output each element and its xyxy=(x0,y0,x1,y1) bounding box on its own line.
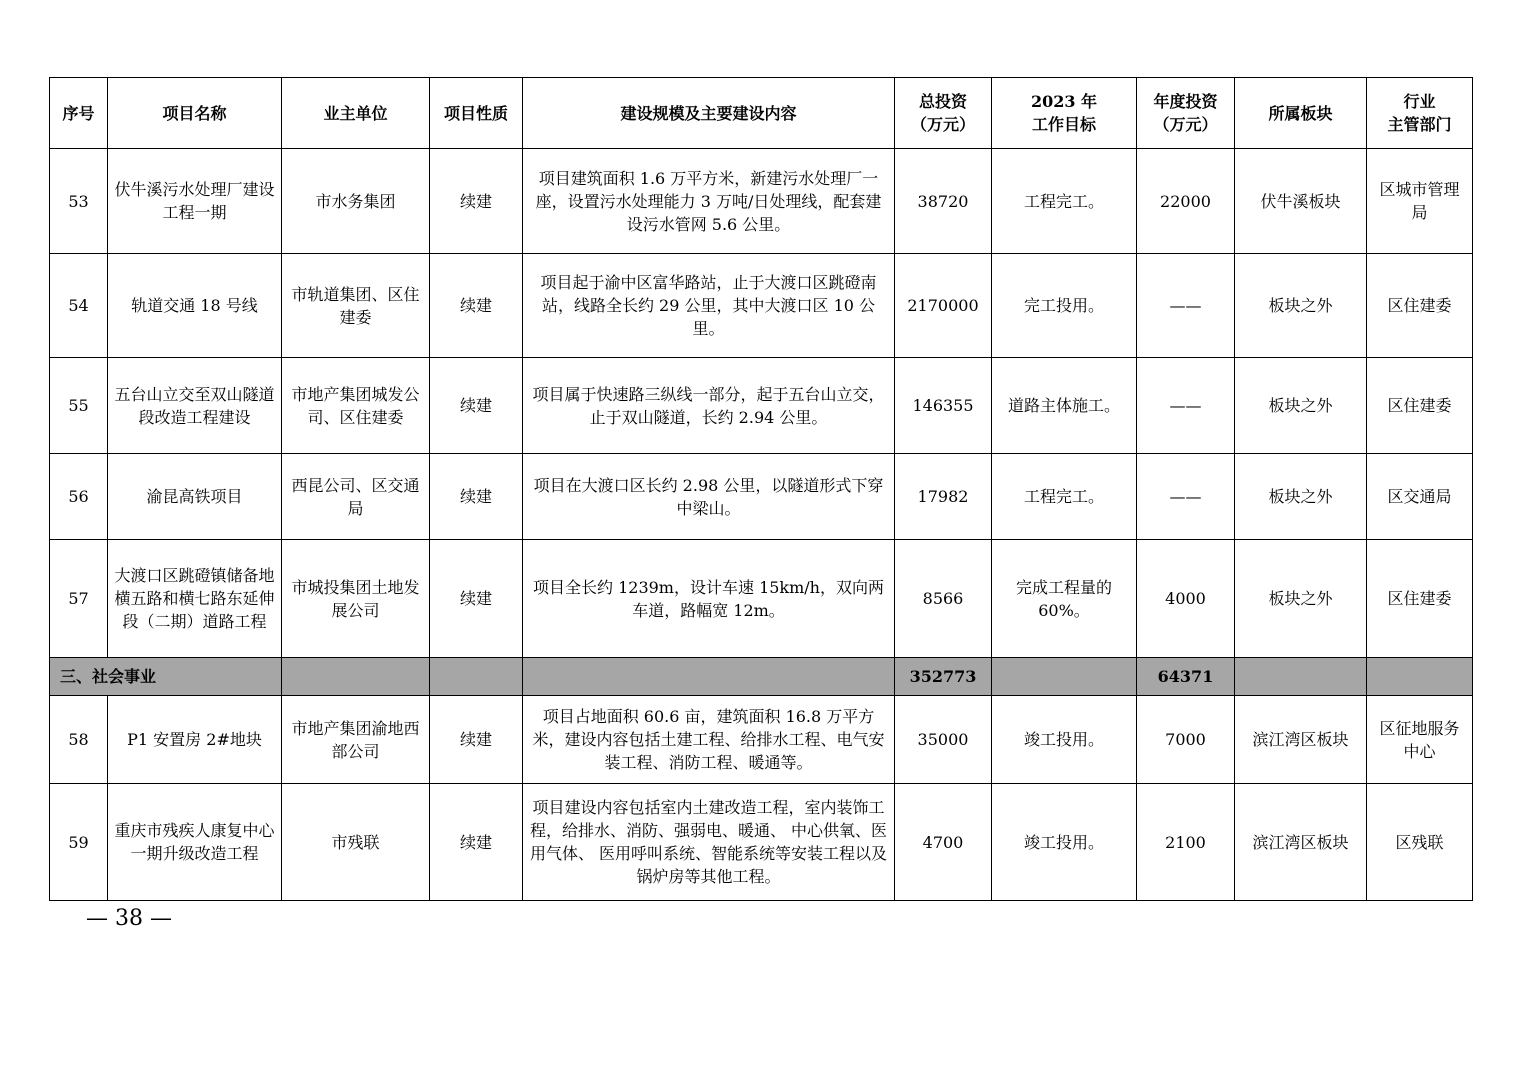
cell-dept: 区残联 xyxy=(1367,784,1473,901)
cell-no: 57 xyxy=(50,540,108,658)
cell-goal: 竣工投用。 xyxy=(992,696,1137,784)
cell-owner: 市地产集团城发公司、区住建委 xyxy=(282,358,430,454)
cell-name: 伏牛溪污水处理厂建设工程一期 xyxy=(108,149,282,254)
cell-total: 2170000 xyxy=(895,254,992,358)
cell-dept: 区住建委 xyxy=(1367,540,1473,658)
header-annual-l2: （万元） xyxy=(1153,115,1218,134)
cell-owner: 西昆公司、区交通局 xyxy=(282,454,430,540)
header-no: 序号 xyxy=(50,78,108,149)
cell-sector: 板块之外 xyxy=(1235,540,1367,658)
cell-total: 38720 xyxy=(895,149,992,254)
cell-sector: 伏牛溪板块 xyxy=(1235,149,1367,254)
cell-owner: 市地产集团渝地西部公司 xyxy=(282,696,430,784)
cell-owner: 市城投集团土地发展公司 xyxy=(282,540,430,658)
cell-total: 8566 xyxy=(895,540,992,658)
cell-sector: 滨江湾区板块 xyxy=(1235,696,1367,784)
cell-no: 59 xyxy=(50,784,108,901)
table-row xyxy=(50,358,1473,454)
cell-nature: 续建 xyxy=(430,358,523,454)
section-annual: 64371 xyxy=(1137,658,1235,696)
cell-content: 项目属于快速路三纵线一部分，起于五台山立交，止于双山隧道，长约 2.94 公里。 xyxy=(523,358,895,454)
cell-annual: 22000 xyxy=(1137,149,1235,254)
cell-name: P1 安置房 2#地块 xyxy=(108,696,282,784)
section-empty xyxy=(430,658,523,696)
cell-sector: 板块之外 xyxy=(1235,358,1367,454)
section-empty xyxy=(1235,658,1367,696)
header-total-l2: （万元） xyxy=(910,115,975,134)
cell-nature: 续建 xyxy=(430,254,523,358)
cell-content: 项目建筑面积 1.6 万平方米，新建污水处理厂一座，设置污水处理能力 3 万吨/日处理线，配套建设污水管网 5.6 公里。 xyxy=(523,149,895,254)
cell-sector: 板块之外 xyxy=(1235,454,1367,540)
project-table xyxy=(49,77,1473,901)
header-dept xyxy=(1367,78,1473,149)
header-goal-l1: 2023 年 xyxy=(1030,92,1098,111)
table-row xyxy=(50,784,1473,901)
cell-content: 项目占地面积 60.6 亩，建筑面积 16.8 万平方米，建设内容包括土建工程、给排水工程、电气安装工程、消防工程、暖通等。 xyxy=(523,696,895,784)
cell-dept: 区交通局 xyxy=(1367,454,1473,540)
table-row xyxy=(50,696,1473,784)
cell-name: 渝昆高铁项目 xyxy=(108,454,282,540)
cell-nature: 续建 xyxy=(430,784,523,901)
cell-total: 17982 xyxy=(895,454,992,540)
header-annual xyxy=(1137,78,1235,149)
cell-sector: 板块之外 xyxy=(1235,254,1367,358)
header-goal-l2: 工作目标 xyxy=(1031,115,1096,134)
header-goal xyxy=(992,78,1137,149)
cell-sector: 滨江湾区板块 xyxy=(1235,784,1367,901)
table-row xyxy=(50,454,1473,540)
section-title: 三、社会事业 xyxy=(50,658,282,696)
cell-total: 35000 xyxy=(895,696,992,784)
cell-total: 4700 xyxy=(895,784,992,901)
cell-name: 大渡口区跳磴镇储备地横五路和横七路东延伸段（二期）道路工程 xyxy=(108,540,282,658)
section-total: 352773 xyxy=(895,658,992,696)
header-total-l1: 总投资 xyxy=(918,92,967,111)
cell-owner: 市残联 xyxy=(282,784,430,901)
cell-goal: 工程完工。 xyxy=(992,149,1137,254)
cell-content: 项目起于渝中区富华路站，止于大渡口区跳磴南站，线路全长约 29 公里，其中大渡口区 10 公里。 xyxy=(523,254,895,358)
header-sector: 所属板块 xyxy=(1235,78,1367,149)
cell-goal: 完成工程量的 60%。 xyxy=(992,540,1137,658)
header-nature: 项目性质 xyxy=(430,78,523,149)
cell-nature: 续建 xyxy=(430,696,523,784)
cell-nature: 续建 xyxy=(430,454,523,540)
cell-goal: 完工投用。 xyxy=(992,254,1137,358)
cell-annual: —— xyxy=(1137,454,1235,540)
header-row xyxy=(50,78,1473,149)
cell-goal: 竣工投用。 xyxy=(992,784,1137,901)
section-empty xyxy=(523,658,895,696)
cell-dept: 区住建委 xyxy=(1367,254,1473,358)
section-empty xyxy=(282,658,430,696)
section-empty xyxy=(992,658,1137,696)
cell-dept: 区城市管理局 xyxy=(1367,149,1473,254)
table-row xyxy=(50,540,1473,658)
cell-dept: 区征地服务中心 xyxy=(1367,696,1473,784)
header-dept-l2: 主管部门 xyxy=(1387,115,1452,134)
cell-owner: 市轨道集团、区住建委 xyxy=(282,254,430,358)
header-total xyxy=(895,78,992,149)
cell-annual: 7000 xyxy=(1137,696,1235,784)
cell-nature: 续建 xyxy=(430,540,523,658)
header-owner: 业主单位 xyxy=(282,78,430,149)
cell-goal: 道路主体施工。 xyxy=(992,358,1137,454)
cell-name: 重庆市残疾人康复中心一期升级改造工程 xyxy=(108,784,282,901)
header-dept-l1: 行业 xyxy=(1403,92,1436,111)
cell-no: 55 xyxy=(50,358,108,454)
cell-no: 56 xyxy=(50,454,108,540)
cell-annual: 2100 xyxy=(1137,784,1235,901)
cell-name: 轨道交通 18 号线 xyxy=(108,254,282,358)
cell-no: 58 xyxy=(50,696,108,784)
header-content: 建设规模及主要建设内容 xyxy=(523,78,895,149)
page-number: — 38 — xyxy=(86,906,172,931)
cell-goal: 工程完工。 xyxy=(992,454,1137,540)
table-row xyxy=(50,149,1473,254)
cell-annual: 4000 xyxy=(1137,540,1235,658)
header-annual-l1: 年度投资 xyxy=(1153,92,1218,111)
cell-owner: 市水务集团 xyxy=(282,149,430,254)
cell-no: 53 xyxy=(50,149,108,254)
cell-annual: —— xyxy=(1137,358,1235,454)
cell-name: 五台山立交至双山隧道段改造工程建设 xyxy=(108,358,282,454)
cell-annual: —— xyxy=(1137,254,1235,358)
section-empty xyxy=(1367,658,1473,696)
cell-dept: 区住建委 xyxy=(1367,358,1473,454)
section-row xyxy=(50,658,1473,696)
header-name: 项目名称 xyxy=(108,78,282,149)
cell-content: 项目建设内容包括室内土建改造工程，室内装饰工程，给排水、消防、强弱电、暖通、 中心供氧、医用气体、 医用呼叫系统、智能系统等安装工程以及锅炉房等其他工程。 xyxy=(523,784,895,901)
cell-no: 54 xyxy=(50,254,108,358)
cell-content: 项目在大渡口区长约 2.98 公里，以隧道形式下穿中梁山。 xyxy=(523,454,895,540)
cell-content: 项目全长约 1239m，设计车速 15km/h，双向两车道，路幅宽 12m。 xyxy=(523,540,895,658)
cell-total: 146355 xyxy=(895,358,992,454)
table-row xyxy=(50,254,1473,358)
cell-nature: 续建 xyxy=(430,149,523,254)
